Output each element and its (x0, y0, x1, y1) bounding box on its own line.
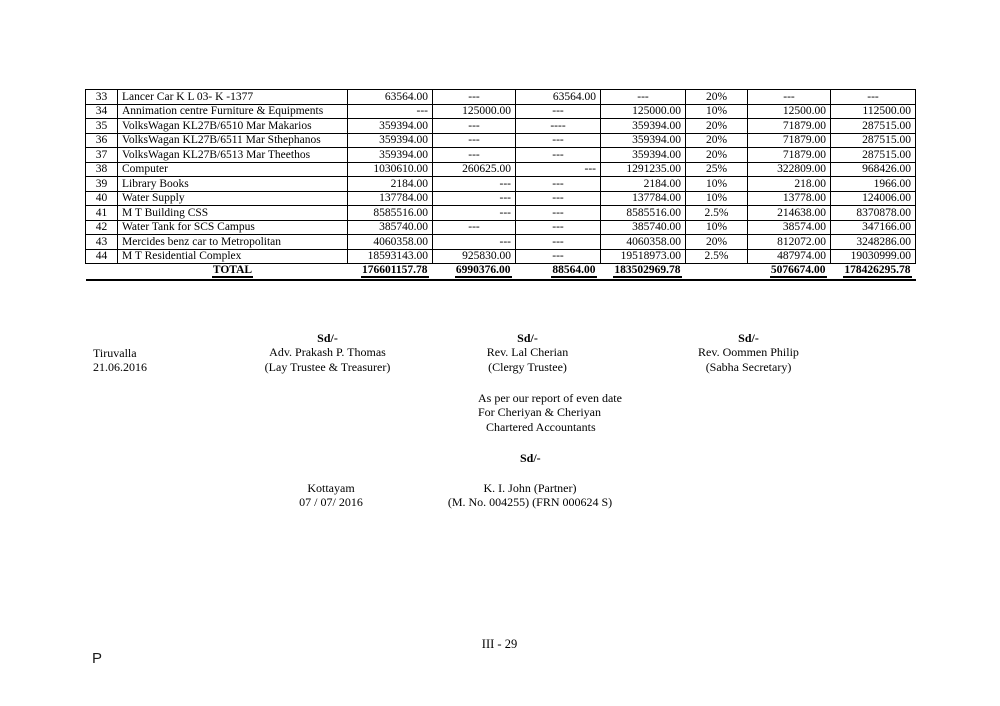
rate-cell: 10% (686, 220, 748, 235)
value-cell: 214638.00 (748, 206, 831, 221)
rate-cell: 10% (686, 191, 748, 206)
value-cell: 4060358.00 (348, 235, 433, 250)
value-cell: 359394.00 (601, 148, 686, 163)
value-cell: 322809.00 (748, 162, 831, 177)
value-cell: 260625.00 (433, 162, 516, 177)
table-row (86, 104, 916, 119)
value-cell: 124006.00 (831, 191, 916, 206)
value-cell: 18593143.00 (348, 249, 433, 264)
value-cell: 287515.00 (831, 119, 916, 134)
value-cell: 1966.00 (831, 177, 916, 192)
value-cell: 13778.00 (748, 191, 831, 206)
value-cell: 8370878.00 (831, 206, 916, 221)
value-cell: 385740.00 (348, 220, 433, 235)
description-cell: VolksWagan KL27B/6510 Mar Makarios (118, 119, 348, 134)
description-cell: Water Tank for SCS Campus (118, 220, 348, 235)
value-cell: 63564.00 (516, 90, 601, 105)
table-row (86, 148, 916, 163)
value-cell: 287515.00 (831, 148, 916, 163)
value-cell: --- (516, 104, 601, 119)
table-row (86, 235, 916, 250)
table-row (86, 133, 916, 148)
value-cell: 137784.00 (348, 191, 433, 206)
value-cell: 812072.00 (748, 235, 831, 250)
total-label-cell (118, 264, 348, 280)
auditor-partner-block (416, 481, 644, 510)
value-cell: --- (516, 133, 601, 148)
value-cell: 2184.00 (601, 177, 686, 192)
total-spacer-cell (86, 264, 118, 280)
value-cell: --- (831, 90, 916, 105)
value-cell: --- (348, 104, 433, 119)
row-number-cell: 35 (86, 119, 118, 134)
value-cell: 347166.00 (831, 220, 916, 235)
sd-label: Sd/- (738, 331, 759, 345)
description-cell: Library Books (118, 177, 348, 192)
sd-label: Sd/- (517, 331, 538, 345)
value-cell: 1030610.00 (348, 162, 433, 177)
value-cell: 125000.00 (601, 104, 686, 119)
signatory-title: (Sabha Secretary) (705, 359, 792, 374)
value-cell: --- (516, 206, 601, 221)
description-cell: Annimation centre Furniture & Equipments (118, 104, 348, 119)
table-row (86, 119, 916, 134)
row-number-cell: 42 (86, 220, 118, 235)
audit-firm-title: Chartered Accountants (486, 419, 596, 434)
signatory-title: (Lay Trustee & Treasurer) (264, 359, 391, 374)
signature-place-date (93, 346, 147, 375)
table-row (86, 162, 916, 177)
auditor-date: 07 / 07/ 2016 (299, 495, 363, 510)
value-cell: 359394.00 (348, 148, 433, 163)
table-row (86, 249, 916, 264)
auditor-sd-label: Sd/- (520, 451, 541, 465)
value-cell: --- (433, 206, 516, 221)
value-cell: 71879.00 (748, 133, 831, 148)
description-cell: Mercides benz car to Metropolitan (118, 235, 348, 250)
rate-cell: 25% (686, 162, 748, 177)
row-number-cell: 38 (86, 162, 118, 177)
value-cell: --- (516, 249, 601, 264)
row-number-cell: 34 (86, 104, 118, 119)
description-cell: VolksWagan KL27B/6511 Mar Sthephanos (118, 133, 348, 148)
partner-name: K. I. John (Partner) (483, 481, 577, 495)
value-cell: --- (516, 235, 601, 250)
total-value: 178426295.78 (844, 264, 911, 276)
rate-cell: 10% (686, 104, 748, 119)
value-cell: --- (433, 133, 516, 148)
rate-cell: 20% (686, 133, 748, 148)
total-value-cell (601, 264, 686, 280)
partner-registration: (M. No. 004255) (FRN 000624 S) (447, 495, 613, 510)
rate-cell: 10% (686, 177, 748, 192)
value-cell: 8585516.00 (601, 206, 686, 221)
value-cell: --- (433, 177, 516, 192)
value-cell: --- (516, 148, 601, 163)
value-cell: 3248286.00 (831, 235, 916, 250)
value-cell: 19518973.00 (601, 249, 686, 264)
total-row (86, 264, 916, 280)
value-cell: --- (433, 191, 516, 206)
value-cell: 359394.00 (601, 119, 686, 134)
value-cell: 385740.00 (601, 220, 686, 235)
value-cell: --- (433, 148, 516, 163)
value-cell: --- (748, 90, 831, 105)
total-value: 6990376.00 (455, 264, 511, 276)
signature-date: 21.06.2016 (93, 360, 147, 375)
table-row (86, 191, 916, 206)
row-number-cell: 43 (86, 235, 118, 250)
rate-cell: 20% (686, 119, 748, 134)
sd-label: Sd/- (317, 331, 338, 345)
row-number-cell: 39 (86, 177, 118, 192)
table-row (86, 90, 916, 105)
page-number: III - 29 (481, 637, 518, 651)
description-cell: VolksWagan KL27B/6513 Mar Theethos (118, 148, 348, 163)
signatory-title: (Clergy Trustee) (488, 359, 567, 374)
total-label: TOTAL (212, 264, 253, 276)
total-value: 88564.00 (552, 264, 596, 276)
total-value-cell (748, 264, 831, 280)
value-cell: ---- (516, 119, 601, 134)
rate-cell: 2.5% (686, 249, 748, 264)
value-cell: 4060358.00 (601, 235, 686, 250)
value-cell: --- (433, 90, 516, 105)
signatory-name: Rev. Oommen Philip (698, 345, 799, 360)
total-value-cell (831, 264, 916, 280)
row-number-cell: 37 (86, 148, 118, 163)
signatory-name: Rev. Lal Cherian (486, 345, 569, 360)
value-cell: 359394.00 (601, 133, 686, 148)
description-cell: Water Supply (118, 191, 348, 206)
value-cell: 2184.00 (348, 177, 433, 192)
value-cell: 359394.00 (348, 133, 433, 148)
row-number-cell: 33 (86, 90, 118, 105)
value-cell: 8585516.00 (348, 206, 433, 221)
signatory-name: Adv. Prakash P. Thomas (269, 345, 386, 360)
value-cell: 63564.00 (348, 90, 433, 105)
value-cell: 287515.00 (831, 133, 916, 148)
table-row (86, 177, 916, 192)
value-cell: --- (516, 191, 601, 206)
description-cell: M T Residential Complex (118, 249, 348, 264)
value-cell: 38574.00 (748, 220, 831, 235)
total-value-cell (433, 264, 516, 280)
value-cell: 359394.00 (348, 119, 433, 134)
auditor-report-block (478, 391, 622, 434)
total-value: 5076674.00 (770, 264, 826, 276)
value-cell: 112500.00 (831, 104, 916, 119)
value-cell: 218.00 (748, 177, 831, 192)
row-number-cell: 41 (86, 206, 118, 221)
value-cell: 925830.00 (433, 249, 516, 264)
description-cell: Lancer Car K L 03- K -1377 (118, 90, 348, 105)
signature-block-clergy-trustee (430, 331, 625, 374)
total-value-cell (686, 264, 748, 280)
value-cell: 1291235.00 (601, 162, 686, 177)
value-cell: 71879.00 (748, 148, 831, 163)
rate-cell: 2.5% (686, 206, 748, 221)
row-number-cell: 40 (86, 191, 118, 206)
value-cell: 19030999.00 (831, 249, 916, 264)
audit-firm-name: For Cheriyan & Cheriyan (478, 405, 601, 420)
signature-block-lay-trustee (230, 331, 425, 374)
auditor-place: Kottayam (307, 481, 355, 495)
value-cell: --- (601, 90, 686, 105)
value-cell: 487974.00 (748, 249, 831, 264)
report-line: As per our report of even date (478, 391, 622, 405)
table-row (86, 220, 916, 235)
value-cell: 12500.00 (748, 104, 831, 119)
value-cell: 125000.00 (433, 104, 516, 119)
value-cell: 968426.00 (831, 162, 916, 177)
auditor-place-date (270, 481, 392, 510)
description-cell: Computer (118, 162, 348, 177)
value-cell: --- (516, 177, 601, 192)
total-value: 183502969.78 (614, 264, 681, 276)
description-cell: M T Building CSS (118, 206, 348, 221)
total-value: 176601157.78 (362, 264, 428, 276)
fixed-assets-schedule-table (85, 89, 916, 281)
value-cell: --- (516, 162, 601, 177)
corner-letter: P (92, 650, 103, 667)
table-row (86, 206, 916, 221)
value-cell: 71879.00 (748, 119, 831, 134)
row-number-cell: 44 (86, 249, 118, 264)
signature-place: Tiruvalla (93, 346, 137, 360)
value-cell: --- (433, 235, 516, 250)
value-cell: --- (516, 220, 601, 235)
total-value-cell (348, 264, 433, 280)
signature-block-sabha-secretary (650, 331, 847, 374)
value-cell: 137784.00 (601, 191, 686, 206)
rate-cell: 20% (686, 235, 748, 250)
row-number-cell: 36 (86, 133, 118, 148)
total-value-cell (516, 264, 601, 280)
value-cell: --- (433, 119, 516, 134)
value-cell: --- (433, 220, 516, 235)
rate-cell: 20% (686, 148, 748, 163)
rate-cell: 20% (686, 90, 748, 105)
